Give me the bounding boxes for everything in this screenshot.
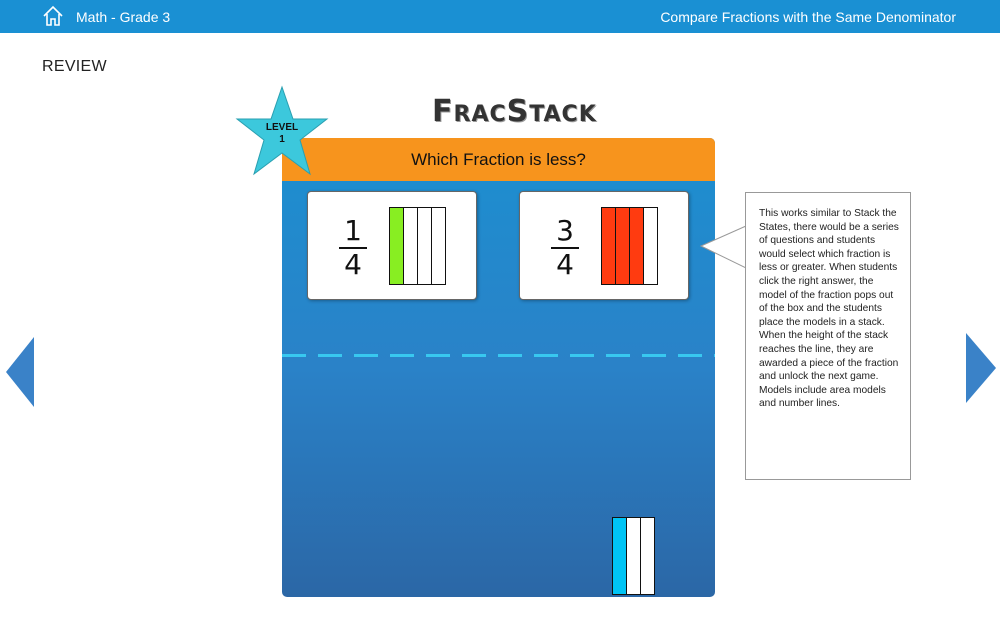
callout-pointer [700, 224, 748, 270]
lesson-title: Compare Fractions with the Same Denominator [660, 9, 956, 25]
level-badge: LEVEL 1 [265, 122, 299, 145]
target-height-line [282, 354, 715, 357]
shaded-part [615, 207, 630, 285]
unshaded-part [640, 517, 655, 595]
unshaded-part [643, 207, 658, 285]
note-text-2: Models include area models and number lines. [759, 384, 886, 410]
unshaded-part [626, 517, 641, 595]
shaded-part [629, 207, 644, 285]
fraction-area-model [390, 207, 446, 285]
game-logo: FRACSTACK [432, 94, 597, 129]
fraction-choice-card[interactable] [519, 191, 689, 300]
section-label: REVIEW [42, 58, 107, 75]
game-panel [282, 138, 715, 597]
unshaded-part [403, 207, 418, 285]
previous-arrow-icon[interactable] [6, 337, 34, 407]
stacked-fraction-piece[interactable] [613, 517, 655, 595]
fraction-choice-card[interactable] [307, 191, 477, 300]
next-arrow-icon[interactable] [966, 333, 996, 403]
note-text: This works similar to Stack the States, there would be a series of questions and students would select which fraction is less or greater. When students click the right answer, the model of the fraction pops out of the box and the students place the models in a stack. When the height of the stack reaches the line, they are awarded a piece of the fraction and unlock the next game. [759, 208, 899, 383]
fraction-label: 1 4 [336, 216, 370, 280]
designer-note [745, 192, 911, 480]
home-icon[interactable] [42, 5, 64, 27]
shaded-part [612, 517, 627, 595]
question-text: Which Fraction is less? [411, 149, 586, 169]
shaded-part [389, 207, 404, 285]
question-banner [282, 138, 715, 181]
unshaded-part [431, 207, 446, 285]
fraction-label: 3 4 [548, 216, 582, 280]
top-bar [0, 0, 1000, 33]
shaded-part [601, 207, 616, 285]
unshaded-part [417, 207, 432, 285]
course-title: Math - Grade 3 [76, 9, 171, 25]
fraction-area-model [602, 207, 658, 285]
